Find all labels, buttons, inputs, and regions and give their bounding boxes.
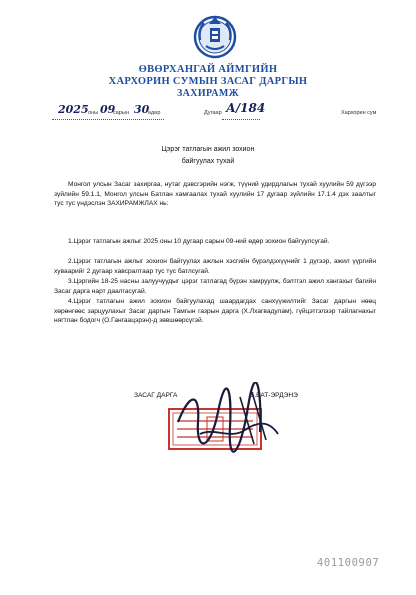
signatory-title: ЗАСАГ ДАРГА [134, 392, 178, 399]
order-item-4: 4.Цэрэг татлагын ажил зохион байгуулахад шаардагдах санхүүжилтийг Засаг даргын нөөц хөрөнгөөс зарцуулахыг Засаг даргын Тамгын газрын дарга (Х.Лхагвадулам), гүйцэтгэлээр тайлагнахыг нягтлан бодогч (О.Гангаацэрэн)-д зөвшөөрсүгэй. [54, 298, 376, 325]
letterhead-governor: ХАРХОРИН СУМЫН ЗАСАГ ДАРГЫН [108, 76, 308, 87]
serial-number: 401100907 [317, 557, 380, 569]
place-of-issue: Хархорин сум [341, 110, 377, 116]
order-item-2: 2.Цэрэг татлагын ажлыг зохион байгуулах ажлын хэсгийн бүрэлдэхүүнийг 1 дүгээр, ажил үүргийн хуваарийг 2 дугаар хавсралтаар тус тус батлсугай. [54, 258, 376, 275]
document-number: А/184 [226, 101, 266, 115]
subject-line-1: Цэрэг татлагын ажил зохион [161, 146, 255, 153]
letterhead-province: ӨВӨРХАНГАЙ АЙМГИЙН [138, 64, 278, 75]
state-emblem-icon [192, 12, 238, 60]
date-year: 2025 [58, 103, 89, 116]
number-label: Дугаар [204, 110, 222, 116]
subject-line-2: байгуулах тухай [181, 158, 235, 165]
date-year-label: оны [88, 110, 99, 116]
date-month-label: сарын [113, 110, 129, 116]
letterhead-document-type: ЗАХИРАМЖ [176, 88, 240, 99]
date-day-label: өдөр [148, 110, 161, 116]
signatory-name: Б.БАТ-ЭРДЭНЭ [250, 392, 298, 399]
number-line [222, 119, 260, 120]
date-day: 30 [134, 103, 150, 116]
order-item-1: 1.Цэрэг татлагын ажлыг 2025 оны 10 дугаар сарын 09-ний өдөр зохион байгуулсугай. [68, 238, 330, 245]
preamble-paragraph: Монгол улсын Засаг захиргаа, нутаг дэвсгэрийн нэгж, түүний удирдлагын тухай хуулийн 59 дүгээр зүйлийн 59.1.1, Монгол улсын Батлан хамгаалах тухай хуулийн 17 дугаар зүйлийн 17.1.4 дэх заалтыг тус тус үндэслэн ЗАХИРАМЖЛАХ нь: [54, 181, 376, 208]
order-item-3: 3.Цэргийн 18-25 насны залуучуудыг цэрэг татлагад бүрэн хамруулж, бэлтгэл ажил хангахыг багийн Засаг дарга нарт даалгасугай. [54, 278, 376, 295]
date-month: 09 [100, 103, 116, 116]
handwritten-signature-icon [170, 382, 285, 462]
date-line [52, 119, 164, 120]
